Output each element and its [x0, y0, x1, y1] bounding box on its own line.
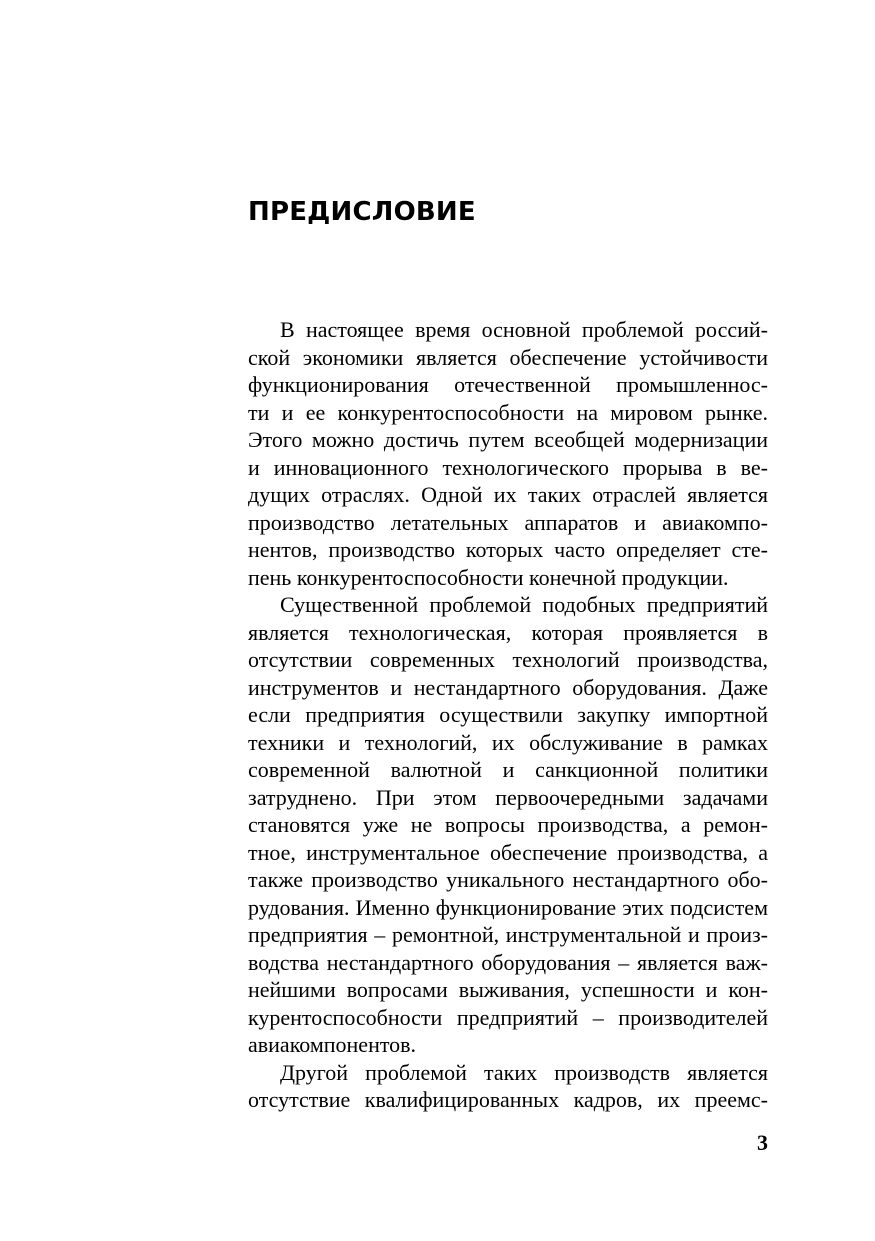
- text-line: ской экономики является обеспечение устойчивости: [248, 344, 768, 370]
- text-line: современной валютной и санкционной политики: [248, 757, 768, 782]
- text-line: предприятия – ремонтной, инструментальной и произ-: [248, 922, 768, 947]
- text-line: техники и технологий, их обслуживание в рамках: [248, 729, 768, 755]
- text-line: также производство уникального нестандартного обо-: [248, 867, 768, 892]
- text-line: если предприятия осуществили закупку импортной: [248, 702, 768, 727]
- paragraph: [248, 591, 768, 1059]
- page-number: 3: [757, 1130, 768, 1155]
- text-line: нейшими вопросами выживания, успешности и кон-: [248, 977, 768, 1002]
- text-line: инструментов и нестандартного оборудования. Даже: [248, 674, 768, 700]
- text-line: и инновационного технологического прорыва в ве-: [248, 454, 768, 480]
- text-line: является технологическая, которая проявляется в: [248, 619, 768, 645]
- paragraph: [248, 316, 768, 591]
- text-line: В настоящее время основной проблемой россий-: [280, 317, 768, 342]
- page-title: ПРЕДИСЛОВИЕ: [248, 197, 476, 227]
- text-line: затруднено. При этом первоочередными задачами: [248, 784, 768, 810]
- text-line: авиакомпонентов.: [248, 1032, 417, 1057]
- paragraph: [248, 1059, 768, 1114]
- body-text: [248, 316, 768, 1114]
- text-line: отсутствии современных технологий производства,: [248, 647, 768, 672]
- text-line: нентов, производство которых часто определяет сте-: [248, 537, 768, 562]
- text-line: Другой проблемой таких производств является: [280, 1059, 768, 1085]
- text-line: рудования. Именно функционирование этих подсистем: [248, 894, 768, 920]
- text-line: курентоспособности предприятий – производителей: [248, 1004, 768, 1030]
- text-line: функционирования отечественной промышленнос-: [248, 372, 768, 397]
- text-line: тное, инструментальное обеспечение производства, а: [248, 839, 768, 865]
- text-line: Существенной проблемой подобных предприятий: [280, 592, 768, 617]
- text-line: Этого можно достичь путем всеобщей модернизации: [248, 427, 768, 452]
- text-line: водства нестандартного оборудования – является важ-: [248, 949, 768, 975]
- text-line: отсутствие квалифицированных кадров, их преемс-: [248, 1087, 768, 1112]
- text-line: дущих отраслях. Одной их таких отраслей является: [248, 482, 768, 507]
- text-line: пень конкурентоспособности конечной продукции.: [248, 564, 729, 590]
- text-line: производство летательных аппаратов и авиакомпо-: [248, 509, 768, 535]
- text-line: становятся уже не вопросы производства, а ремон-: [248, 812, 768, 837]
- text-line: ти и ее конкурентоспособности на мировом рынке.: [248, 399, 768, 425]
